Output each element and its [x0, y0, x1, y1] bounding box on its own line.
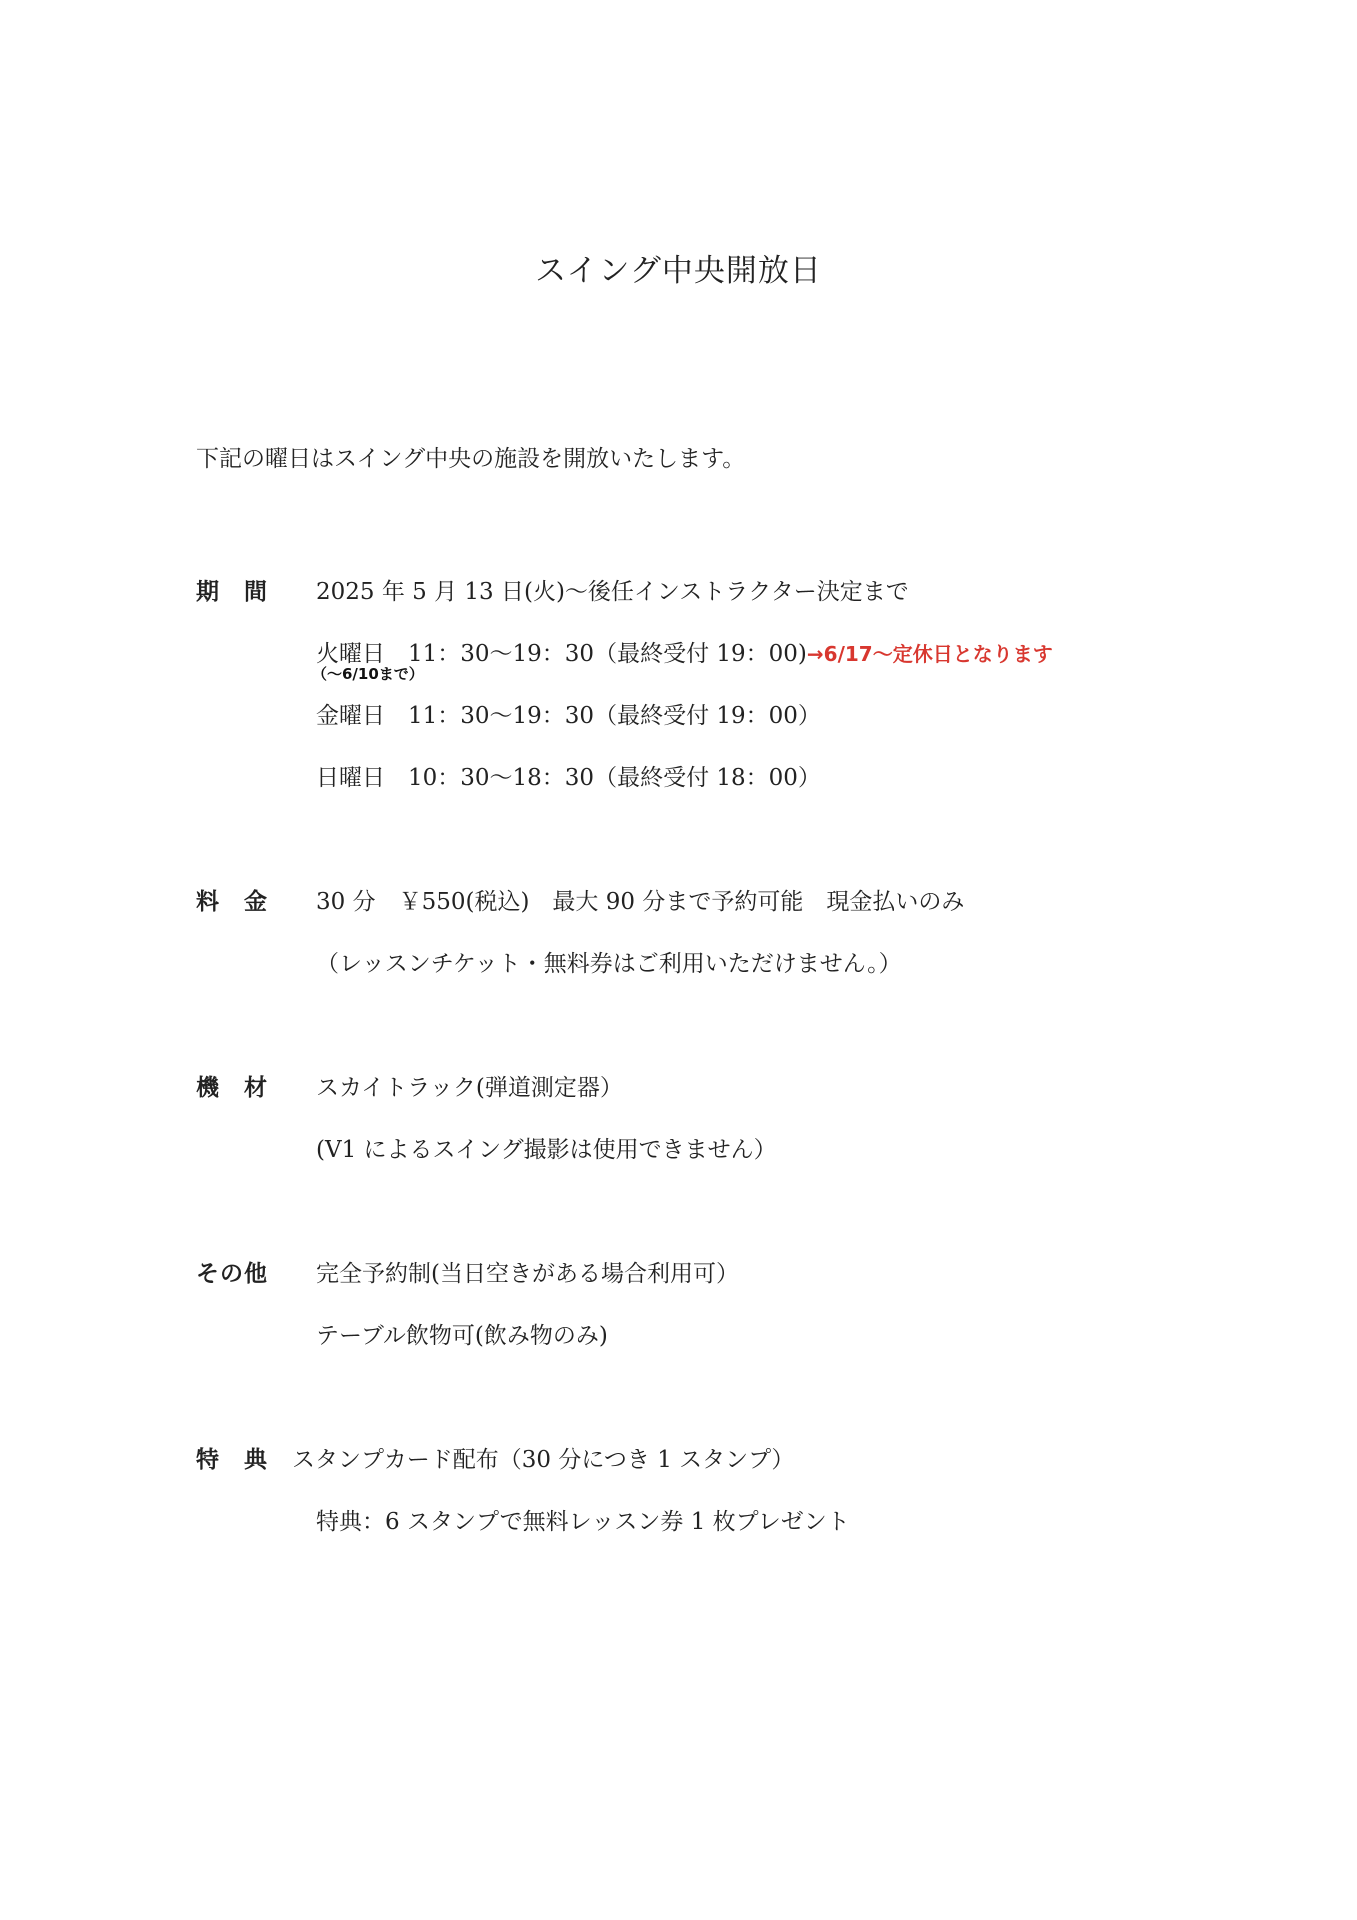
tuesday-until-note: （〜6/10まで）	[312, 665, 424, 683]
equipment-label: 機 材	[196, 1075, 268, 1101]
page-title: スイング中央開放日	[535, 253, 822, 289]
tuesday-closure-note: →6/17〜定休日となります	[806, 642, 1053, 666]
fee-line-2: （レッスンチケット・無料券はご利用いただけません。）	[316, 951, 902, 977]
period-range: 2025 年 5 月 13 日(火)〜後任インストラクター決定まで	[316, 579, 909, 605]
equipment-line-2: (V1 によるスイング撮影は使用できません）	[316, 1137, 777, 1163]
tuesday-hours-row	[316, 635, 1053, 668]
benefit-line-1: スタンプカード配布（30 分につき 1 スタンプ）	[292, 1447, 795, 1473]
benefit-line-2: 特典：6 スタンプで無料レッスン券 1 枚プレゼント	[316, 1509, 850, 1535]
equipment-line-1: スカイトラック(弾道測定器）	[316, 1075, 623, 1101]
fee-label: 料 金	[196, 889, 268, 915]
fee-line-1: 30 分 ￥550(税込) 最大 90 分まで予約可能 現金払いのみ	[316, 889, 965, 915]
sunday-hours: 日曜日 10：30〜18：30（最終受付 18：00）	[316, 765, 821, 791]
other-line-2: テーブル飲物可(飲み物のみ)	[316, 1323, 608, 1349]
other-label: その他	[196, 1261, 268, 1287]
intro-text: 下記の曜日はスイング中央の施設を開放いたします。	[196, 446, 746, 472]
benefit-label: 特 典	[196, 1447, 268, 1473]
friday-hours: 金曜日 11：30〜19：30（最終受付 19：00）	[316, 703, 821, 729]
other-line-1: 完全予約制(当日空きがある場合利用可）	[316, 1261, 739, 1287]
period-label: 期 間	[196, 579, 268, 605]
tuesday-hours: 火曜日 11：30〜19：30（最終受付 19：00)	[316, 641, 807, 667]
